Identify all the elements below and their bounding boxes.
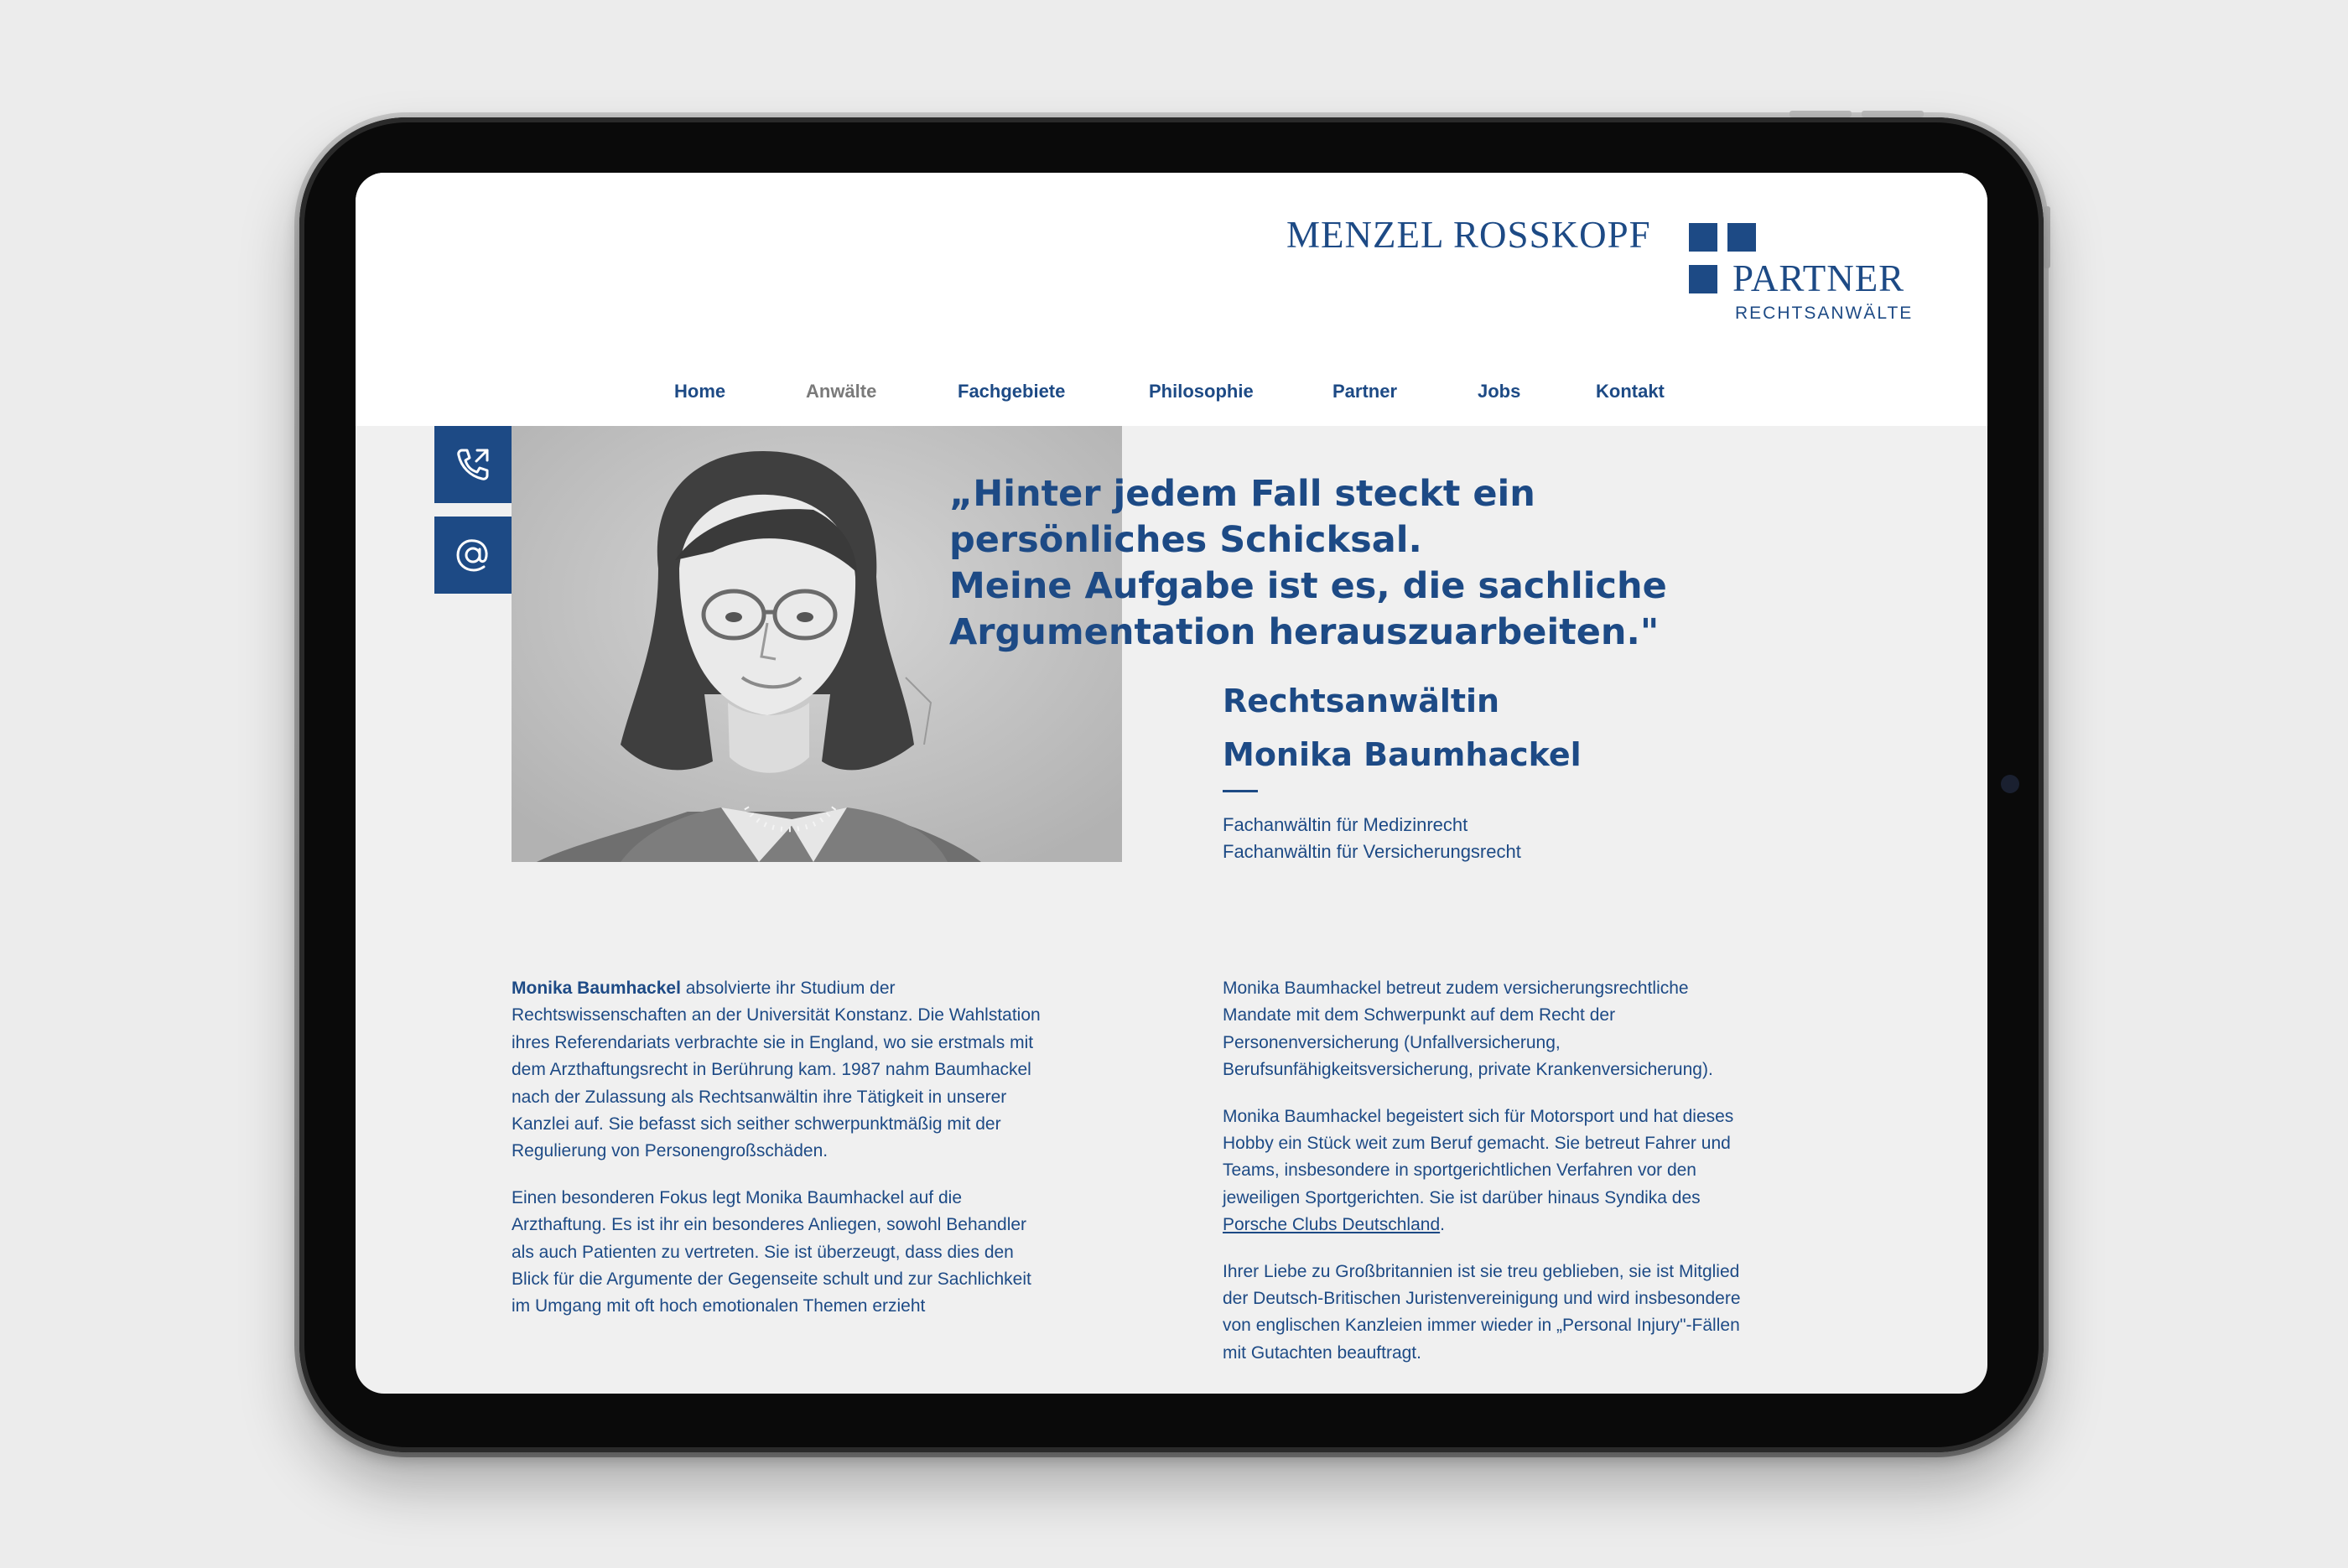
logo-square <box>1727 223 1756 252</box>
logo-square <box>1689 223 1717 252</box>
logo-text-partner[interactable]: PARTNER <box>1732 257 1905 299</box>
email-button[interactable] <box>434 517 512 594</box>
specialties-list <box>1223 812 1521 865</box>
quote-line: Argumentation herauszuarbeiten." <box>949 611 1660 653</box>
quote-block <box>949 471 1704 656</box>
bio-right-column: Monika Baumhackel betreut zudem versicherungsrechtliche Mandate mit dem Schwerpunkt auf dem Recht der Personenversicherung (Unfallversicherung, Berufsunfähigkeitsversicherung, private Krankenversicherung). Monika Baumhackel begeistert sich für Motorsport und hat dieses Hobby ein Stück weit zum Beruf gemacht. Sie betreut Fahrer und Teams, insbesondere in sportgerichtlichen Verfahren vor den jeweiligen Sportgerichten. Sie ist darüber hinaus Syndika des Porsche Clubs Deutschland. Ihrer Liebe zu Großbritannien ist sie treu geblieben, sie ist Mitglied der Deutsch-Britischen Juristenvereinigung und wird insbesondere von englischen Kanzleien immer wieder in „Personal Injury"-Fällen mit Gutachten beauftragt. <box>1223 979 1741 1363</box>
bio-name-bold: Monika Baumhackel <box>512 979 681 998</box>
side-button <box>2044 206 2050 268</box>
lawyer-title: Rechtsanwältin <box>1223 683 1500 719</box>
at-icon <box>452 534 494 576</box>
power-button <box>1862 111 1924 117</box>
phone-button[interactable] <box>434 426 512 503</box>
phone-icon <box>452 444 494 485</box>
nav-kontakt[interactable]: Kontakt <box>1596 381 1665 402</box>
nav-philosophie[interactable]: Philosophie <box>1149 381 1254 402</box>
quote-line: „Hinter jedem Fall steckt ein <box>949 473 1535 515</box>
quote-line: persönliches Schicksal. <box>949 519 1422 561</box>
lawyer-heading <box>1223 674 1582 781</box>
lawyer-name: Monika Baumhackel <box>1223 736 1582 773</box>
nav-fachgebiete[interactable]: Fachgebiete <box>958 381 1066 402</box>
nav-jobs[interactable]: Jobs <box>1478 381 1521 402</box>
logo-text-main[interactable]: MENZEL ROSSKOPF <box>1286 214 1651 256</box>
nav-partner[interactable]: Partner <box>1332 381 1398 402</box>
porsche-club-link[interactable]: Porsche Clubs Deutschland <box>1223 1215 1441 1235</box>
logo-square <box>1689 265 1717 293</box>
volume-button <box>1790 111 1852 117</box>
website-screen <box>356 173 1987 1394</box>
quote-line: Meine Aufgabe ist es, die sachliche <box>949 565 1667 607</box>
site-header <box>356 173 1987 426</box>
specialty-item: Fachanwältin für Medizinrecht <box>1223 814 1468 835</box>
logo-subtitle: RECHTSANWÄLTE <box>1735 304 1914 323</box>
nav-home[interactable]: Home <box>674 381 726 402</box>
front-camera <box>2001 775 2019 793</box>
bio-left-column: Monika Baumhackel absolvierte ihr Studium der Rechtswissenschaften an der Universität Konstanz. Die Wahlstation ihres Referendariats verbrachte sie in England, wo sie erstmals mit dem Arzthaftungsrecht in Berührung kam. 1987 nahm Baumhackel nach der Zulassung als Rechtsanwältin ihre Tätigkeit in unserer Kanzlei auf. Sie befasst sich seither schwerpunktmäßig mit der Regulierung von Personengroßschäden. Einen besonderen Fokus legt Monika Baumhackel auf die Arzthaftung. Es ist ihr ein besonderes Anliegen, sowohl Behandler als auch Patienten zu vertreten. Sie ist überzeugt, dass dies den Blick für die Argumente der Gegenseite schult und zur Sachlichkeit im Umgang mit oft hoch emotionalen Themen erzieht <box>512 979 1041 1316</box>
heading-divider <box>1223 790 1258 792</box>
specialty-item: Fachanwältin für Versicherungsrecht <box>1223 841 1521 862</box>
nav-anwaelte[interactable]: Anwälte <box>806 381 877 402</box>
